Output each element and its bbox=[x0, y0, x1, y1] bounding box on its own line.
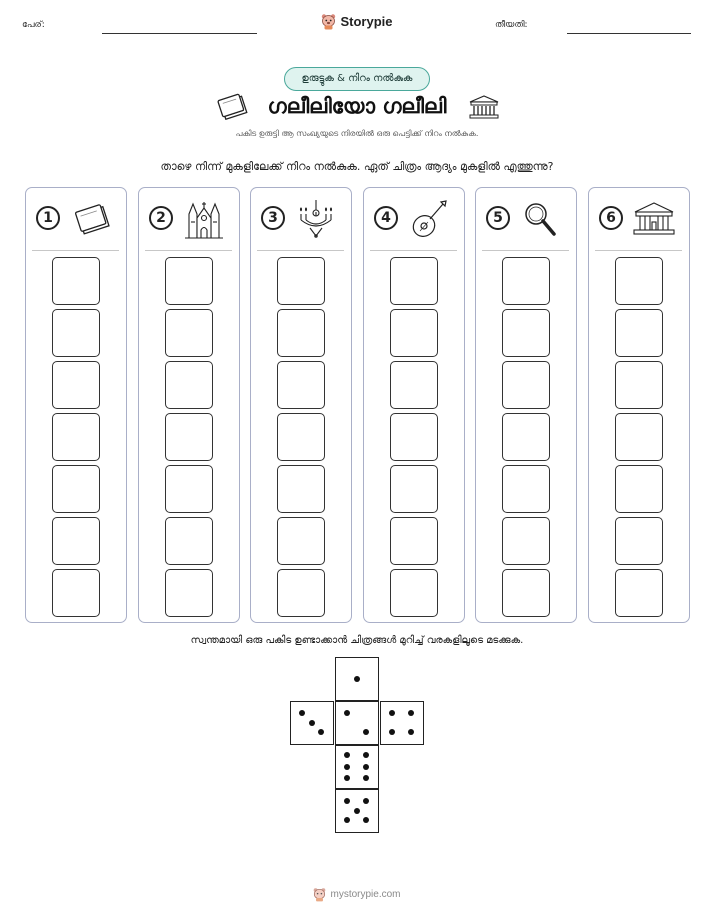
color-box[interactable] bbox=[502, 465, 550, 513]
color-box[interactable] bbox=[390, 413, 438, 461]
color-box[interactable] bbox=[52, 569, 100, 617]
column-6 bbox=[588, 187, 690, 623]
column-5 bbox=[475, 187, 577, 623]
column-header bbox=[139, 198, 238, 246]
color-box[interactable] bbox=[502, 517, 550, 565]
date-field-line[interactable] bbox=[567, 33, 691, 34]
name-label: പേര്: bbox=[22, 20, 45, 30]
color-box[interactable] bbox=[277, 309, 325, 357]
date-label: തീയതി: bbox=[495, 20, 528, 30]
color-box[interactable] bbox=[52, 257, 100, 305]
dice-pip bbox=[344, 710, 350, 716]
color-box[interactable] bbox=[165, 361, 213, 409]
dice-pip bbox=[363, 798, 369, 804]
color-box[interactable] bbox=[165, 257, 213, 305]
color-box[interactable] bbox=[615, 413, 663, 461]
dice-pip bbox=[318, 729, 324, 735]
color-box[interactable] bbox=[502, 309, 550, 357]
dice-pip bbox=[363, 764, 369, 770]
magnifying-glass-icon bbox=[518, 198, 564, 240]
column-1 bbox=[25, 187, 127, 623]
color-box[interactable] bbox=[277, 361, 325, 409]
dice-face-1 bbox=[335, 657, 379, 701]
dice-pip bbox=[344, 775, 350, 781]
dice-pip bbox=[363, 775, 369, 781]
color-box[interactable] bbox=[165, 309, 213, 357]
column-header bbox=[251, 198, 350, 246]
dice-pip bbox=[354, 808, 360, 814]
column-divider bbox=[595, 250, 682, 251]
color-box[interactable] bbox=[390, 465, 438, 513]
storypie-mascot-icon bbox=[313, 887, 326, 902]
footer-url[interactable]: mystorypie.com bbox=[330, 889, 401, 900]
chandelier-icon bbox=[293, 198, 339, 240]
color-box[interactable] bbox=[277, 517, 325, 565]
color-box[interactable] bbox=[615, 257, 663, 305]
column-number: 6 bbox=[599, 206, 623, 230]
dice-pip bbox=[309, 720, 315, 726]
column-header bbox=[589, 198, 688, 246]
activity-badge: ഉരുട്ടുക & നിറം നൽകുക bbox=[284, 67, 430, 91]
color-box[interactable] bbox=[52, 517, 100, 565]
page-title: ഗലീലിയോ ഗലീലി bbox=[267, 94, 447, 118]
column-3 bbox=[250, 187, 352, 623]
dice-face-4 bbox=[380, 701, 424, 745]
page-subtitle: പകിട ഉരുട്ടി ആ സംഖ്യയുടെ നിരയിൽ ഒരു പെട്ടിക്ക് നിറം നൽകുക. bbox=[235, 129, 479, 138]
dice-pip bbox=[408, 710, 414, 716]
dice-pip bbox=[344, 798, 350, 804]
column-number: 4 bbox=[374, 206, 398, 230]
dice-pip bbox=[344, 752, 350, 758]
dice-face-2 bbox=[335, 701, 379, 745]
column-number: 2 bbox=[149, 206, 173, 230]
column-header bbox=[364, 198, 463, 246]
instruction-text: താഴെ നിന്ന് മുകളിലേക്ക് നിറം നൽകുക. ഏത് ചിത്രം ആദ്യം മുകളിൽ എത്തുന്നു? bbox=[160, 160, 554, 173]
dice-face-6 bbox=[335, 745, 379, 789]
lute-icon bbox=[406, 198, 452, 240]
color-box[interactable] bbox=[52, 465, 100, 513]
dice-pip bbox=[344, 817, 350, 823]
color-box[interactable] bbox=[390, 569, 438, 617]
column-divider bbox=[370, 250, 457, 251]
dice-pip bbox=[363, 752, 369, 758]
color-box[interactable] bbox=[277, 465, 325, 513]
color-box[interactable] bbox=[390, 257, 438, 305]
name-field-line[interactable] bbox=[102, 33, 257, 34]
column-header bbox=[26, 198, 125, 246]
column-divider bbox=[145, 250, 232, 251]
color-box[interactable] bbox=[277, 569, 325, 617]
color-box[interactable] bbox=[615, 517, 663, 565]
color-box[interactable] bbox=[277, 413, 325, 461]
color-box[interactable] bbox=[502, 257, 550, 305]
book-icon bbox=[68, 198, 114, 240]
dice-face-3 bbox=[290, 701, 334, 745]
color-box[interactable] bbox=[502, 413, 550, 461]
color-box[interactable] bbox=[390, 517, 438, 565]
dice-pip bbox=[389, 729, 395, 735]
color-box[interactable] bbox=[390, 309, 438, 357]
title-row bbox=[0, 90, 714, 124]
column-number: 5 bbox=[486, 206, 510, 230]
brand-logo bbox=[0, 13, 714, 30]
color-box[interactable] bbox=[277, 257, 325, 305]
dice-pip bbox=[389, 710, 395, 716]
color-box[interactable] bbox=[165, 517, 213, 565]
dice-pip bbox=[363, 817, 369, 823]
storypie-mascot-icon bbox=[321, 13, 336, 30]
cathedral-icon bbox=[181, 198, 227, 240]
color-box[interactable] bbox=[165, 413, 213, 461]
column-number: 1 bbox=[36, 206, 60, 230]
dice-pip bbox=[408, 729, 414, 735]
color-box[interactable] bbox=[390, 361, 438, 409]
brand-name: Storypie bbox=[340, 14, 393, 29]
color-box[interactable] bbox=[52, 309, 100, 357]
color-box[interactable] bbox=[165, 569, 213, 617]
dice-instruction: സ്വന്തമായി ഒരു പകിട ഉണ്ടാക്കാൻ ചിത്രങ്ങൾ മുറിച്ച് വരകളിലൂടെ മടക്കുക. bbox=[190, 635, 524, 646]
color-box[interactable] bbox=[52, 413, 100, 461]
color-box[interactable] bbox=[615, 309, 663, 357]
dice-pip bbox=[363, 729, 369, 735]
museum-icon bbox=[631, 198, 677, 240]
footer bbox=[0, 887, 714, 902]
color-box[interactable] bbox=[615, 465, 663, 513]
column-number: 3 bbox=[261, 206, 285, 230]
color-box[interactable] bbox=[502, 569, 550, 617]
dice-pip bbox=[344, 764, 350, 770]
dice-pip bbox=[299, 710, 305, 716]
dice-pip bbox=[354, 676, 360, 682]
color-box[interactable] bbox=[615, 361, 663, 409]
color-box[interactable] bbox=[52, 361, 100, 409]
color-box[interactable] bbox=[502, 361, 550, 409]
color-box[interactable] bbox=[165, 465, 213, 513]
column-header bbox=[476, 198, 575, 246]
column-divider bbox=[482, 250, 569, 251]
column-2 bbox=[138, 187, 240, 623]
museum-icon bbox=[468, 94, 500, 120]
color-box[interactable] bbox=[615, 569, 663, 617]
column-divider bbox=[257, 250, 344, 251]
column-4 bbox=[363, 187, 465, 623]
dice-face-5 bbox=[335, 789, 379, 833]
column-divider bbox=[32, 250, 119, 251]
